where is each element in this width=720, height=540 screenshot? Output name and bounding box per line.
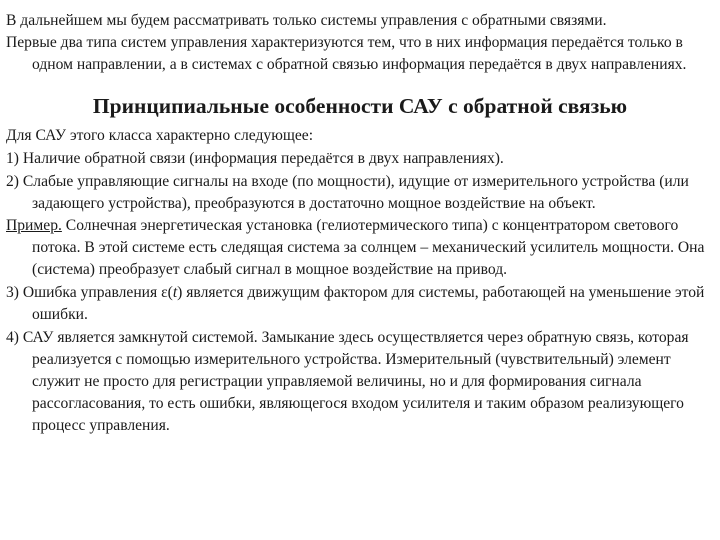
intro-line-2: Первые два типа систем управления характеризуются тем, что в них информация передаётся только в одном направлении, а в системах с обратной связью информация передаётся в двух направлениях.: [6, 34, 687, 73]
item3-pre: 3) Ошибка управления ε(: [6, 284, 173, 301]
lead-paragraph: Для САУ этого класса характерно следующее:: [6, 127, 314, 144]
document-page: [6, 10, 714, 437]
item3-variable: t: [172, 284, 178, 301]
example-text: Солнечная энергетическая установка (гелиотермического типа) с концентратором светового потока. В этой системе есть следящая система за солнцем – механический усилитель мощности. Она (система) преобразует слабый сигнал в мощное воздействие на привод.: [32, 217, 705, 278]
list-item-1: 1) Наличие обратной связи (информация передаётся в двух направлениях).: [6, 150, 504, 167]
list-item-2: 2) Слабые управляющие сигналы на входе (по мощности), идущие от измерительного устройства (или задающего устройства), преобразуются в достаточно мощное воздействие на объект.: [6, 173, 689, 212]
example-label: Пример.: [6, 217, 62, 234]
intro-line-1: В дальнейшем мы будем рассматривать только системы управления с обратными связями.: [6, 12, 607, 29]
example-paragraph: [6, 215, 714, 281]
section-heading: Принципиальные особенности САУ с обратной связью: [92, 94, 628, 118]
item3-post: ) является движущим фактором для системы, работающей на уменьшение этой ошибки.: [32, 284, 705, 323]
list-item-4: 4) САУ является замкнутой системой. Замыкание здесь осуществляется через обратную связь, которая реализуется с помощью измерительного устройства. Измерительный (чувствительный) элемент служит не просто для регистрации управляемой величины, но и для формирования сигнала рассогласования, то есть ошибки, являющегося входом усилителя и таким образом реализующего процесс управления.: [6, 329, 689, 434]
list-item-3: [6, 282, 714, 326]
